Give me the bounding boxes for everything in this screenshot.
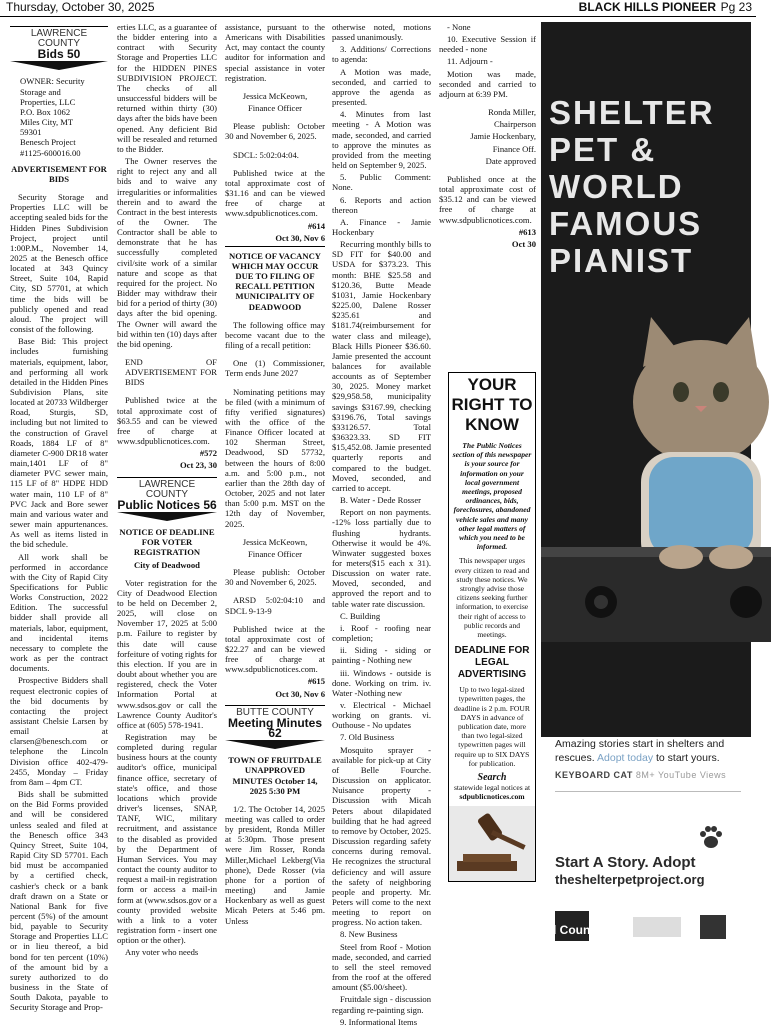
paragraph: Please publish: October 30 and November 6, 2025. [225,121,325,142]
owner-line: OWNER: Security [20,76,85,87]
paragraph: v. Electrical - Michael working on grants. vi. Outhouse - No updates [332,700,431,731]
section-arrow [117,512,217,521]
paragraph: Registration may be completed during regular business hours at the county auditor's office, municipal finance office, secretary of state's office, and those locations which provide driver's licenses, SNAP, TANF, WIC, military recruitment, and assistance to the disabled as provided by the Department of Human Services. You may contact the county auditor to request a mail-in registration form or access a mail-in form at (www.sdsos.gov or a county provided website with a link to a voter registration form - insert one option or the other). [117,732,217,946]
signature: Jessica McKeown, [242,536,308,547]
paragraph: Mosquito sprayer - available for pick-up at City of Belle Fourche. Discussion on applicator. Nuisance property -Discussion with Micah Peters about dilapidated building that he had agreed to remove by October, 2025. Discussion regarding safety concerns during removal. He recognizes the structural deficiency and will assure the safety of neighboring people and property. Mr. Peters will come to the next meeting to report on progress. No action taken. [332,744,431,928]
newspaper-name: BLACK HILLS PIONEER [578,0,716,14]
signature-title: Finance Off. [492,143,536,154]
column-1 [10,22,108,1015]
signature-title: Finance Officer [247,548,302,559]
website-link[interactable]: sdpublicnotices.com [459,792,525,802]
run-dates: Oct 30, Nov 6 [275,232,325,243]
gavel-icon [449,806,535,881]
notice-number: #572 [199,448,217,459]
paragraph: Prospective Bidders shall request electronic copies of the bid documents by contacting the project assistant Chelsie Larsen by email at clarsen@benesch.com or telephone the Lincoln Division office 402-479-2455, Monday – Friday from 8am – 4pm CT. [10,675,108,787]
owner-line: Storage and [20,86,61,97]
paragraph: otherwise noted, motions passed unanimously. [332,22,431,43]
paragraph: A. Finance - Jamie Hockenbary [332,216,431,237]
search-heading: Search [477,772,507,784]
caption-name: KEYBOARD CAT [555,770,633,780]
paragraph: Fruitdale sign - discussion regarding re-painting sign. [332,994,431,1015]
deadline-heading: DEADLINE FOR LEGAL ADVERTISING [454,645,530,681]
caption-views: 8M+ YouTube Views [635,770,727,780]
section-kicker: LAWRENCE COUNTY [138,478,196,500]
section-heading-bids [10,26,108,62]
ad-headline: SHELTER PET & WORLD FAMOUS PIANIST [549,94,715,279]
paragraph: iii. Windows - outside is done. Working on trim. iv. Water -Nothing new [332,667,431,698]
ad-copy [555,737,751,765]
paragraph: Motion was made, seconded and carried to adjourn at 6:39 PM. [439,68,536,99]
paragraph: A Motion was made, seconded, and carried to approve the agenda as presented. [332,66,431,108]
issue-date: Thursday, October 30, 2025 [6,0,155,14]
notice-heading: ADVERTISEMENT FOR BIDS [11,163,107,184]
paragraph: 4. Minutes from last meeting - A Motion was made, seconded, and carried to approve the minutes as provided from the meeting held on September 9, 2025. [332,109,431,171]
owner-line: Miles City, MT [20,117,74,128]
divider [555,791,741,792]
signature: Ronda Miller, [488,107,536,118]
section-kicker: BUTTE COUNTY [236,706,314,718]
right-to-know-title: YOUR RIGHT TO KNOW [451,375,533,434]
paragraph: SDCL: 5:02:04:04. [233,149,299,160]
ad-copy-text: to start yours. [656,752,720,764]
paragraph: 6. Reports and action thereon [332,194,431,215]
owner-line: Benesch Project [20,137,76,148]
paragraph: Any voter who needs [125,947,199,958]
paragraph: Voter registration for the City of Deadwood Election to be held on December 2, 2025, will close on November 17, 2025 at 5:00 p.m. Failure to register by this date will cause forfeiture of voting rights for this election. If you are in doubt about whether you are registered, check the Voter Information Portal at www.sdsos.gov or call the Lawrence County Auditor's office at (605) 578-1941. [117,577,217,730]
owner-line: Properties, LLC [20,96,76,107]
section-arrow [10,61,108,70]
shelter-pet-ad [541,22,751,737]
paragraph: 9. Informational Items [340,1016,418,1027]
paragraph: assistance, pursuant to the Americans with Disabilities Act, may contact the county auditor for information and special assistance in voter registration. [225,22,325,83]
notice-number: #614 [307,220,325,231]
paragraph: Security Storage and Properties LLC will be accepting sealed bids for the Hidden Pines Subdivision Project, project until 1:00P.M., November 14, 2025 at the Benesch office located at 343 Quincy Street, Suite 104, Rapid City, SD 57701, at which time the bids will be publicly opened and read aloud. The project will consist of the following. [10,192,108,335]
signature: Jamie Hockenbary, [470,131,536,142]
section-heading-public-notices [117,477,217,510]
paragraph: The following office may become vacant due to the filing of a recall petition: [225,319,325,351]
adopt-link[interactable]: Adopt today [597,752,654,764]
signature-title: Chairperson [493,119,536,130]
notice-subheading: City of Deadwood [134,559,200,570]
owner-line: 59301 [20,127,42,138]
paragraph: 1/2. The October 14, 2025 meeting was called to order by president, Ronda Miller at 5:30pm. Those present were Jim Rosser, Ronda Miller,Michael Lekberg(Via phone), Dede Rosser (via phone for a portion of meeting) and Jamie Hockenbary as well as guest Micah Peters at 5:46 pm. Unless [225,803,325,926]
end-line: END OF ADVERTISEMENT FOR BIDS [125,357,217,388]
paragraph: ARSD 5:02:04:10 and SDCL 9-13-9 [225,595,325,616]
column-5 [439,22,536,251]
paw-icon [696,822,726,852]
section-title: Bids 50 [37,47,81,62]
paragraph: 11. Adjourn - [447,56,493,67]
right-to-know-text: This newspaper urges every citizen to read and study these notices. We strongly advise those citizens seeking further information, to exercise their right of access to public records and meetings. [454,556,530,640]
paragraph: 3. Additions/ Corrections to agenda: [332,44,431,65]
section-title: Public Notices 56 [117,497,217,512]
paragraph: C. Building [340,610,381,621]
signature-title: Finance Officer [247,103,302,114]
publication-cost: Published twice at the total approximate cost of $63.55 and can be viewed free of charge at www.sdpublicnotices.com. [117,395,217,447]
paragraph: - None [447,22,471,32]
deadline-text: Up to two legal-sized typewritten pages, the deadline is 2 p.m. FOUR DAYS in advance of publication date, more than two legal-sized typewritten pages will require up to SIX DAYS for publication. [454,685,530,768]
owner-block [10,76,108,157]
notice-heading: NOTICE OF DEADLINE FOR VOTER REGISTRATION [119,527,215,558]
ad-council-logo: Ad Council [540,923,604,937]
paragraph: B. Water - Dede Rosser [340,495,422,506]
search-text: statewide legal notices at [453,783,531,793]
paragraph: Steel from Roof - Motion made, seconded, and carried to sell the steel removed from the roof at the offered amount ($5.00/sheet). [332,941,431,993]
paragraph: Bids shall be submitted on the Bid Forms provided and will be considered unless sealed and filed at the Benesch office 343 Quincy Street, Suite 104, Rapid City SD 57701. Each bid must be accompanied by a certified check, cashier's check or a bank draft drawn on a State or National Bank for five percent (5%) of the amount bid, payable to Security Storage and Properties LLC or in lieu thereof, a bid bond for ten percent (10%) of the amount bid by a surety authorized to do business in the State of South Dakota, payable to Security Storage and Prop- [10,789,108,1013]
run-dates: Oct 30, Nov 6 [275,688,325,699]
paragraph: Report on non payments. -12% loss partially due to flushing hydrants. Otherwise it would be 4%. Winwater suggested boxes for meters($15 each x 31). Discussion on water rate. Moved, seconded, and approved the report and to table water rate discussion. [332,507,431,609]
publication-cost: Published once at the total approximate cost of $35.12 and can be viewed free of charge at www.sdpublicnotices.com. [439,173,536,225]
owner-line: P.O. Box 1062 [20,106,71,117]
ad-tagline: Start A Story. Adopt [555,854,696,871]
run-dates: Oct 30 [511,238,536,249]
paragraph: Please publish: October 30 and November 6, 2025. [225,567,325,588]
signature: Jessica McKeown, [242,90,308,101]
paragraph: The Owner reserves the right to reject any and all bids and to waive any irregularities or informalities therein and to award the Contract in the best interests of the Owner. The Contractor shall be able to demonstrate that he has successfully completed civil/site work of a similar nature and scope as that required for the project. No Bidder may withdraw their bid for a period of thirty (30) days after the bid opening. The Owner will award the bid within ten (10) days after the bid opening. [117,156,217,349]
shelter-pet-tagline [541,737,751,972]
paragraph: 5. Public Comment: None. [332,172,431,193]
notice-number: #613 [518,226,536,237]
owner-line: #1125-600016.00 [20,147,81,158]
run-dates: Oct 23, 30 [180,460,217,471]
section-arrow [225,740,325,749]
paragraph: ii. Siding - siding or painting - Nothing new [332,645,431,666]
column-3 [225,22,325,928]
notice-number: #615 [307,676,325,687]
page-header [0,0,756,17]
sponsor-logos [540,907,745,947]
paragraph: One (1) Commissioner, Term ends June 2027 [225,358,325,379]
notice-heading: TOWN OF FRUITDALE UNAPPROVED MINUTES October 14, 2025 5:30 PM [228,755,322,796]
section-title: Meeting Minutes 62 [227,715,322,741]
paragraph: Nominating petitions may be filed (with a minimum of fifty verified signatures) with the office of the Finance Officer located at 102 Sherman Street, Deadwood, SD 57732, between the hours of 8:00 a.m. and 5:00 p.m., not earlier than the 28th day of October, 2025 and not later than 5:00 p.m. MST on the 12th day of November, 2025. [225,386,325,529]
section-heading-meeting-minutes [225,705,325,741]
keyboard-cat-caption [555,770,726,780]
right-to-know-box [448,372,536,882]
ad-copy-text: Amazing stories start in shelters and rescues. [555,738,725,764]
paragraph: erties LLC, as a guarantee of the bidder entering into a contract with Security Storage and Properties LLC for the HIDDEN PINES SUBDIVISION PROJECT. The checks of all unsuccessful bidders will be returned within thirty (30) days after the bids have been opened. Any deficient Bid will be resealed and returned to the Bidder. [117,22,217,154]
date-approved: Date approved [485,155,536,166]
paragraph: Base Bid: This project includes furnishing materials, equipment, labor, and performing all work detailed in the Hidden Pines Subdivision Plans, site located at 20733 Wildberger Road, Sturgis, SD, including but not limited to the construction of Gravel Roads, 1884 LF of 8" diameter C-900 DR18 water main,1401 LF of 8" diameter PVC sewer main, 115 LF of 8" HDPE HDD water main, 110 LF of 8" PVC Jack and Bore sewer main and various water and sewer main appurtenances. As well as items listed in the bid schedule. [10,336,108,550]
column-4 [332,22,431,1029]
section-kicker: LAWRENCE COUNTY [30,28,88,50]
keyboard-cat-image [581,272,781,652]
right-to-know-intro: The Public Notices section of this newspaper is your source for information on your local government meetings, proposed ordinances, bids, foreclosures, abandoned vehicle sales and many other legal matters of which you need to be informed. [452,441,532,552]
paragraph: 10. Executive Session if needed - none [439,34,536,55]
column-2 [117,22,217,959]
paragraph: Recurring monthly bills to SD FIT for $40.00 and USDA for $373.23. This month: BHE $25.58 and $120.36, Butte Meade $1031, Jamie Hockenbary $225.00, Dalene Rosser $235.61 and $181.74(reimbursement for water class and mileage), Black Hills Pioneer $36.60. Jamie presented the account balances for available accounts as of September 30, 2025. Money market $29,958.58, municipality savings $3167.99, checking $3196.76, Total savings $33126.57. Total $36323.33. SD FIT $15,452.08. Jamie presented quarterly reports and compared to the budget. Moved, seconded, and carried to accept. [332,239,431,493]
paragraph: 7. Old Business [340,732,395,743]
paragraph: i. Roof - roofing near completion; [332,622,431,644]
page-number: Pg 23 [720,0,752,14]
paragraph: All work shall be performed in accordance with the City of Rapid City Specifications for Public Works Construction, 2022 Edition. The successful bidder shall provide all materials, labor, equipment, and incidental items necessary to complete the work as per the contract documents. [10,551,108,674]
publication-cost: Published twice at the total approximate cost of $31.16 and can be viewed free of charge at www.sdpublicnotices.com. [225,167,325,219]
ad-website[interactable]: theshelterpetproject.org [555,872,705,887]
notice-heading: NOTICE OF VACANCY WHICH MAY OCCUR DUE TO FILING OF RECALL PETITION MUNICIPALITY OF DEADWOOD [229,250,321,312]
paragraph: 8. New Business [340,929,398,940]
publication-cost: Published twice at the total approximate cost of $22.27 and can be viewed free of charge at www.sdpublicnotices.com. [225,623,325,675]
